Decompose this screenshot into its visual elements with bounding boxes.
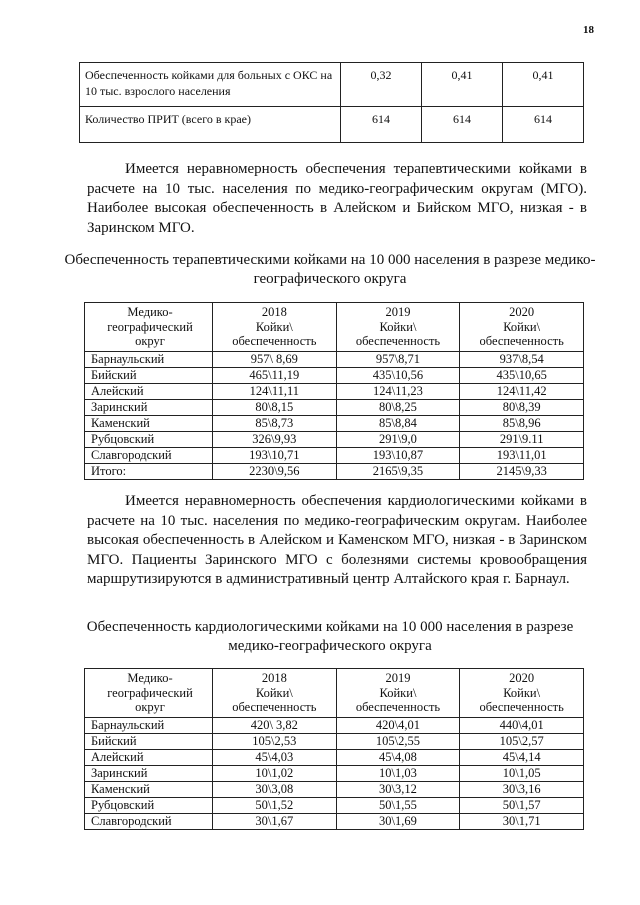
table-row [85,797,584,813]
value-cell: 80\8,15 [213,399,337,415]
page-number: 18 [583,24,594,36]
paragraph-cardiology [87,492,587,590]
header-year-label: 2018 [261,305,287,319]
value-cell: 80\8,39 [460,399,584,415]
district-name: Барнаульский [85,351,213,367]
header-year [460,303,584,352]
value-cell: 420\4,01 [336,717,460,733]
top-summary-table [79,62,584,143]
table-row [85,399,584,415]
district-name: Каменский [85,415,213,431]
district-name: Бийский [85,367,213,383]
table-row [85,813,584,829]
value-cell: 957\ 8,69 [213,351,337,367]
header-district [85,303,213,352]
table-row [85,749,584,765]
value-cell: 0,41 [503,63,584,107]
district-name: Заринский [85,399,213,415]
header-sub: обеспеченность [232,334,317,348]
header-sub: обеспеченность [479,700,564,714]
table2-caption: Обеспеченность кардиологическими койками на 10 000 населения в разрезе медико-географического округа [86,619,574,654]
value-cell: 0,41 [422,63,503,107]
value-cell: 124\11,42 [460,383,584,399]
district-name: Рубцовский [85,431,213,447]
header-line: Медико- [127,305,173,319]
value-cell: 10\1,05 [460,765,584,781]
header-year [213,303,337,352]
table-row-total [85,463,584,479]
header-sub: Койки\ [503,319,541,334]
paragraph-text: Имеется неравномерность обеспечения терапевтическими койками в расчете на 10 тыс. населения по медико-географическим округам (МГО). Наиболее высокая обеспеченность в Алейском и Бийском МГО, низкая - в Заринском МГО. [87,161,587,236]
header-year-label: 2020 [509,671,535,685]
district-name: Итого: [85,463,213,479]
district-name: Рубцовский [85,797,213,813]
value-cell: 2145\9,33 [460,463,584,479]
header-sub: Койки\ [255,319,293,334]
value-cell: 105\2,57 [460,733,584,749]
header-sub: Койки\ [379,319,417,334]
value-cell: 50\1,52 [213,797,337,813]
value-cell: 614 [341,107,422,143]
value-cell: 2230\9,56 [213,463,337,479]
header-year-label: 2018 [261,671,287,685]
value-cell: 80\8,25 [336,399,460,415]
table-row [85,447,584,463]
paragraph-therapy [87,160,587,238]
header-year [336,669,460,718]
value-cell: 937\8,54 [460,351,584,367]
value-cell: 326\9,93 [213,431,337,447]
table-row [80,107,584,143]
value-cell: 50\1,55 [336,797,460,813]
value-cell: 440\4,01 [460,717,584,733]
value-cell: 30\3,16 [460,781,584,797]
header-year-label: 2019 [385,671,411,685]
value-cell: 291\9.11 [460,431,584,447]
header-sub: обеспеченность [355,334,441,348]
header-line: округ [135,334,165,348]
header-sub: Койки\ [379,685,417,700]
value-cell: 30\3,08 [213,781,337,797]
table1-caption: Обеспеченность терапевтическими койками на 10 000 населения в разрезе медико-географического округа [64,252,596,287]
district-name: Славгородский [85,447,213,463]
district-name: Бийский [85,733,213,749]
district-name: Заринский [85,765,213,781]
value-cell: 85\8,84 [336,415,460,431]
header-year-label: 2020 [509,305,535,319]
value-cell: 435\10,56 [336,367,460,383]
value-cell: 2165\9,35 [336,463,460,479]
value-cell: 614 [422,107,503,143]
district-name: Алейский [85,749,213,765]
value-cell: 30\3,12 [336,781,460,797]
table-header-row [85,303,584,352]
value-cell: 124\11,11 [213,383,337,399]
header-district [85,669,213,718]
table-row [85,765,584,781]
value-cell: 0,32 [341,63,422,107]
header-line: округ [135,700,165,714]
value-cell: 45\4,14 [460,749,584,765]
value-cell: 85\8,73 [213,415,337,431]
table-row [85,351,584,367]
header-year [460,669,584,718]
value-cell: 420\ 3,82 [213,717,337,733]
value-cell: 30\1,71 [460,813,584,829]
table-row [85,415,584,431]
table-row [85,717,584,733]
header-sub: Койки\ [255,685,293,700]
table-row [85,733,584,749]
header-line: Медико- [127,671,173,685]
table-row [85,383,584,399]
row-label: Обеспеченность койками для больных с ОКС на 10 тыс. взрослого населения [80,63,341,107]
value-cell: 105\2,53 [213,733,337,749]
value-cell: 50\1,57 [460,797,584,813]
therapy-beds-table [84,302,584,480]
header-line: географический [107,685,193,700]
table-header-row [85,669,584,718]
value-cell: 30\1,67 [213,813,337,829]
header-sub: обеспеченность [232,700,317,714]
header-sub: обеспеченность [479,334,564,348]
table-row [85,367,584,383]
value-cell: 124\11,23 [336,383,460,399]
value-cell: 10\1,02 [213,765,337,781]
value-cell: 193\10,87 [336,447,460,463]
cardiology-beds-table [84,668,584,830]
district-name: Славгородский [85,813,213,829]
value-cell: 45\4,03 [213,749,337,765]
header-year [213,669,337,718]
district-name: Алейский [85,383,213,399]
district-name: Каменский [85,781,213,797]
value-cell: 193\11,01 [460,447,584,463]
value-cell: 193\10,71 [213,447,337,463]
value-cell: 85\8,96 [460,415,584,431]
value-cell: 957\8,71 [336,351,460,367]
district-name: Барнаульский [85,717,213,733]
value-cell: 291\9,0 [336,431,460,447]
table-row [85,431,584,447]
header-sub: обеспеченность [355,700,441,714]
header-year [336,303,460,352]
value-cell: 614 [503,107,584,143]
value-cell: 45\4,08 [336,749,460,765]
row-label: Количество ПРИТ (всего в крае) [80,107,341,143]
value-cell: 10\1,03 [336,765,460,781]
table-row [85,781,584,797]
value-cell: 465\11,19 [213,367,337,383]
header-year-label: 2019 [385,305,411,319]
value-cell: 435\10,65 [460,367,584,383]
header-line: географический [107,319,193,334]
value-cell: 30\1,69 [336,813,460,829]
table-row [80,63,584,107]
value-cell: 105\2,55 [336,733,460,749]
paragraph-text: Имеется неравномерность обеспечения кардиологическими койками в расчете на 10 тыс. населения по медико-географическим округам. Наиболее высокая обеспеченность в Алейском и Каменском МГО, низкая - в Заринском МГО. Пациенты Заринского МГО с болезнями системы кровообращения маршрутизируются в административный центр Алтайского края г. Барнаул. [87,493,587,587]
header-sub: Койки\ [503,685,541,700]
